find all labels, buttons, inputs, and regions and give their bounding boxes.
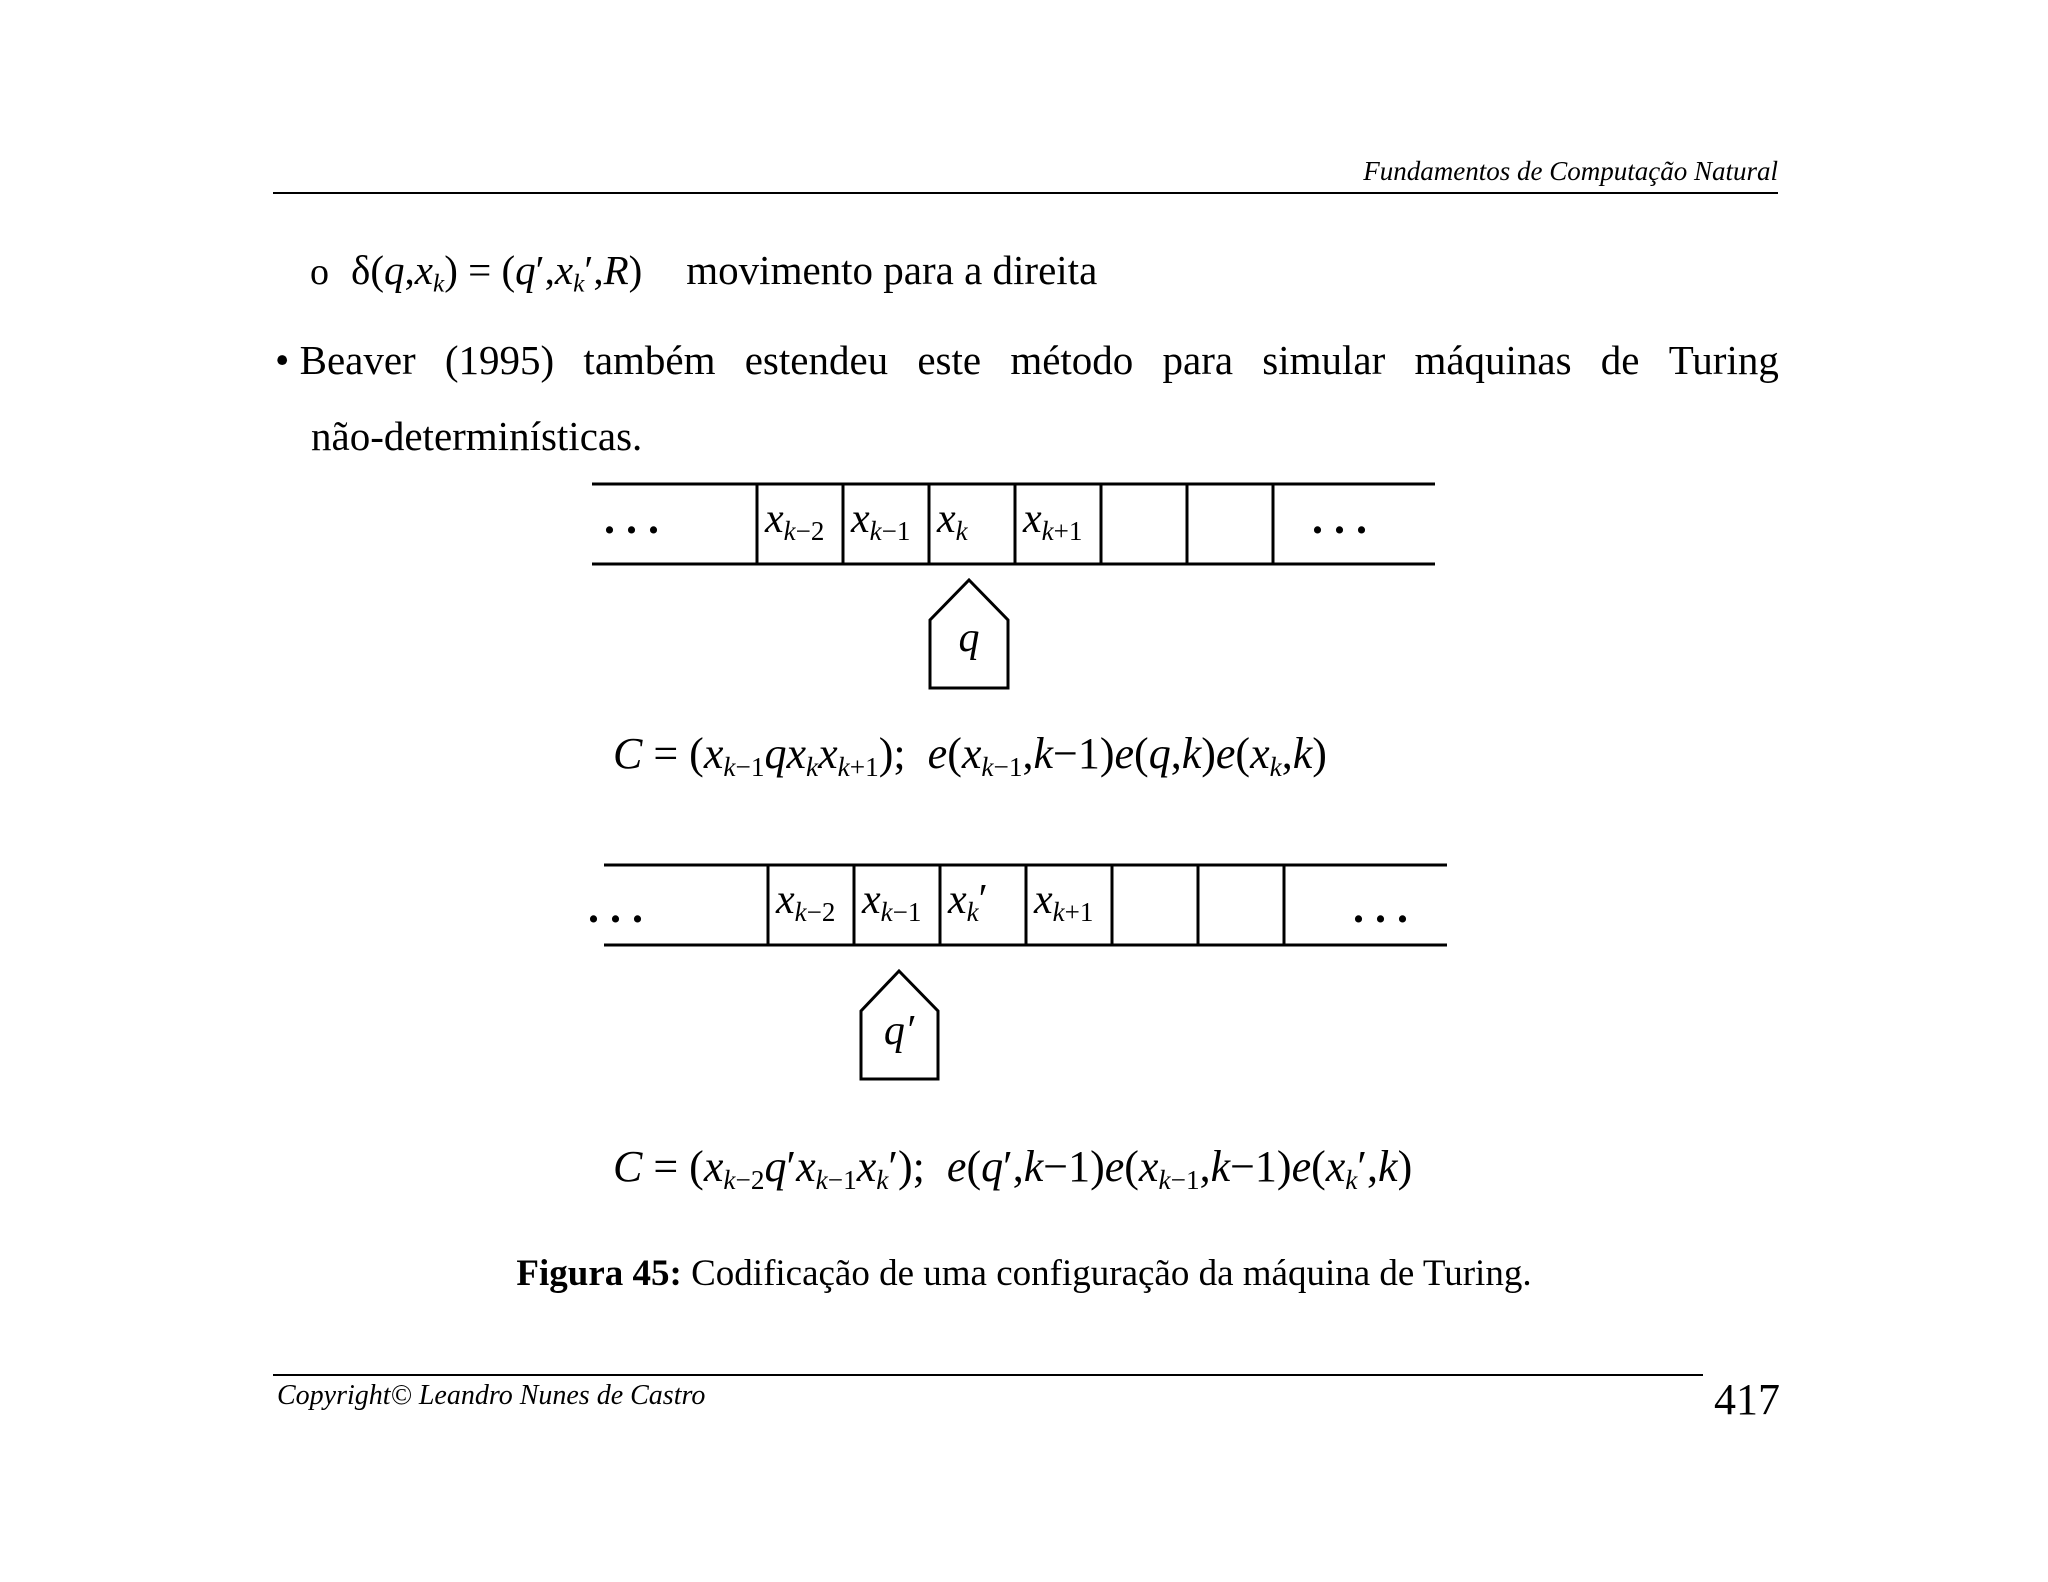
- close-paren: ): [628, 247, 643, 293]
- var-q-prime: q: [515, 247, 536, 293]
- tape-1: [592, 484, 1435, 688]
- paragraph-word: de: [1600, 337, 1640, 383]
- var-R: R: [603, 247, 629, 293]
- tape-1-dots-right: . . .: [1312, 494, 1367, 543]
- sub-k: k: [573, 269, 585, 298]
- config-formula-2: $C = (x_{k-2}q'x_{k-1}x_k')$; $e(q',k-1)e(x_{k-1},k-1)e(x_k',k)$: [613, 1142, 1413, 1196]
- paragraph-word: estendeu: [744, 337, 889, 383]
- hollow-bullet: o: [310, 251, 329, 293]
- config-formula-1: $C = (x_{k-1}qx_kx_{k+1})$; $e(x_{k-1},k-1)e(q,k)e(x_k,k)$: [613, 729, 1327, 783]
- paragraph-first-word: • Beaver: [275, 337, 416, 383]
- equals: ) = (: [444, 247, 516, 293]
- paragraph-word: (1995): [444, 337, 555, 383]
- tape-2: [604, 865, 1447, 1079]
- tape-1-cell-label: xk−1: [851, 496, 911, 546]
- tape-2-dots-right: . . .: [1353, 883, 1408, 932]
- tape-2-cell-label: xk′: [948, 877, 988, 927]
- page-number: 417: [1714, 1375, 1780, 1424]
- figure-caption: [0, 1252, 2048, 1295]
- prime-mark: ′: [535, 247, 545, 293]
- tape-2-cell-label: xk−1: [862, 877, 922, 927]
- copyright-notice: Copyright© Leandro Nunes de Castro: [277, 1380, 706, 1411]
- paragraph-word: simular: [1262, 337, 1386, 383]
- tape-2-cell-label: xk−2: [776, 877, 836, 927]
- caption-text: Codificação de uma configuração da máquina de Turing.: [691, 1253, 1532, 1294]
- paragraph-line-2: não-determinísticas.: [311, 413, 643, 459]
- sub-k: k: [432, 269, 445, 298]
- transition-description: movimento para a direita: [686, 247, 1098, 293]
- tape-1-cell-label: xk: [937, 496, 968, 546]
- running-header: Fundamentos de Computação Natural: [1363, 156, 1778, 186]
- head-2-label: q′: [883, 1008, 915, 1054]
- comma: ,: [544, 247, 555, 293]
- paragraph-word: também: [583, 337, 716, 383]
- paragraph-word: método: [1010, 337, 1134, 383]
- tape-1-dots-left: . . .: [604, 494, 659, 543]
- paragraph-word: Turing: [1668, 337, 1779, 383]
- tape-2-cell-label: xk+1: [1034, 877, 1094, 927]
- tape-1-cell-label: xk−2: [765, 496, 825, 546]
- paragraph-word: máquinas: [1414, 337, 1572, 383]
- tape-2-dots-left: . . .: [588, 883, 643, 932]
- paragraph-word: este: [917, 337, 982, 383]
- tape-1-cell-label: xk+1: [1023, 496, 1083, 546]
- var-x-prime: x: [554, 247, 574, 293]
- var-x: x: [414, 247, 433, 293]
- paragraph-word: para: [1162, 337, 1234, 383]
- var-q: q: [383, 247, 405, 293]
- caption-label: Figura 45:: [516, 1253, 682, 1294]
- head-1-label: q: [958, 615, 980, 661]
- delta-symbol: δ(: [351, 247, 384, 293]
- comma: ,: [404, 247, 415, 293]
- comma: ,: [593, 247, 604, 293]
- prime-mark: ′: [584, 247, 594, 293]
- footer-divider: [273, 1374, 1703, 1376]
